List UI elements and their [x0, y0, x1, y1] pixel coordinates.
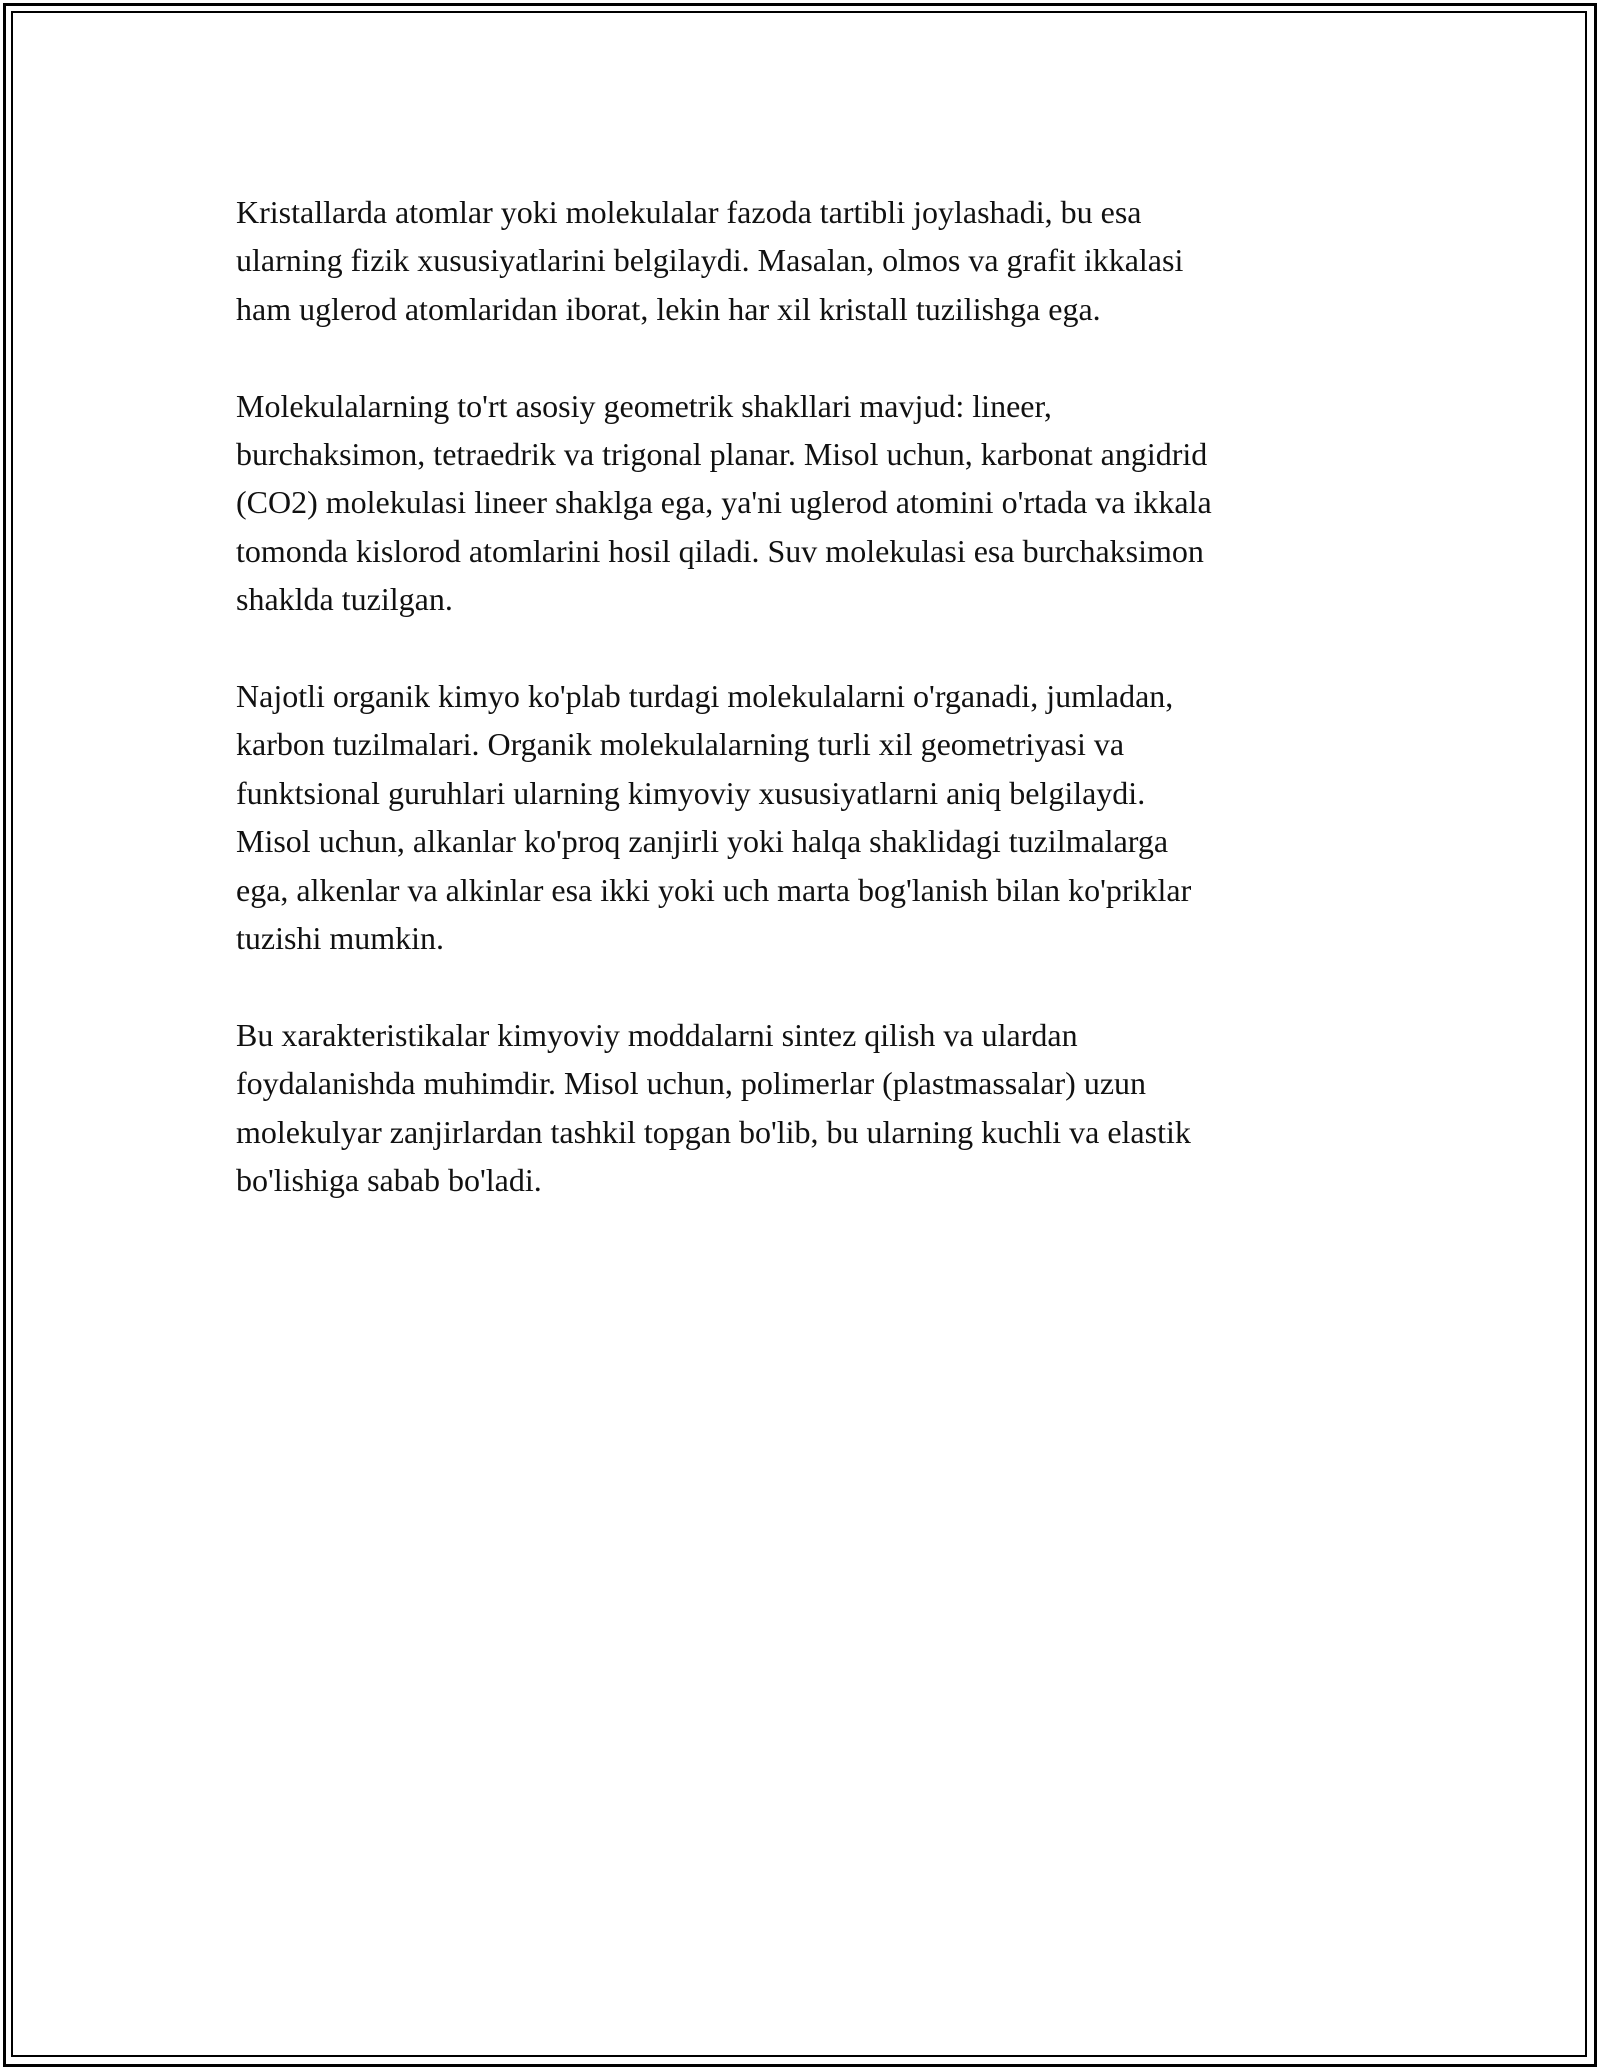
paragraph-organic-chemistry: Najotli organik kimyo ko'plab turdagi molekulalarni o'rganadi, jumladan, karbon tuzilmalari. Organik molekulalarning turli xil geometriyasi va funktsional guruhlari ularning kimyoviy xususiyatlarni aniq belgilaydi. Misol uchun, alkanlar ko'proq zanjirli yoki halqa shaklidagi tuzilmalarga ega, alkenlar va alkinlar esa ikki yoki uch marta bog'lanish bilan ko'priklar tuzishi mumkin.	[236, 678, 1192, 957]
paragraph-applications: Bu xarakteristikalar kimyoviy moddalarni sintez qilish va ulardan foydalanishda muhimdir. Misol uchun, polimerlar (plastmassalar) uzun molekulyar zanjirlardan tashkil topgan bo'lib, bu ularning kuchli va elastik bo'lishiga sabab bo'ladi.	[236, 1016, 1191, 1199]
document-body	[236, 188, 1366, 1253]
paragraph-molecular-geometry: Molekulalarning to'rt asosiy geometrik shakllari mavjud: lineer, burchaksimon, tetraedrik va trigonal planar. Misol uchun, karbonat angidrid (CO2) molekulasi lineer shaklga ega, ya'ni uglerod atomini o'rtada va ikkala tomonda kislorod atomlarini hosil qiladi. Suv molekulasi esa burchaksimon shaklda tuzilgan.	[236, 387, 1212, 618]
paragraph-crystals: Kristallarda atomlar yoki molekulalar fazoda tartibli joylashadi, bu esa ularning fizik xususiyatlarini belgilaydi. Masalan, olmos va grafit ikkalasi ham uglerod atomlaridan iborat, lekin har xil kristall tuzilishga ega.	[236, 194, 1184, 327]
